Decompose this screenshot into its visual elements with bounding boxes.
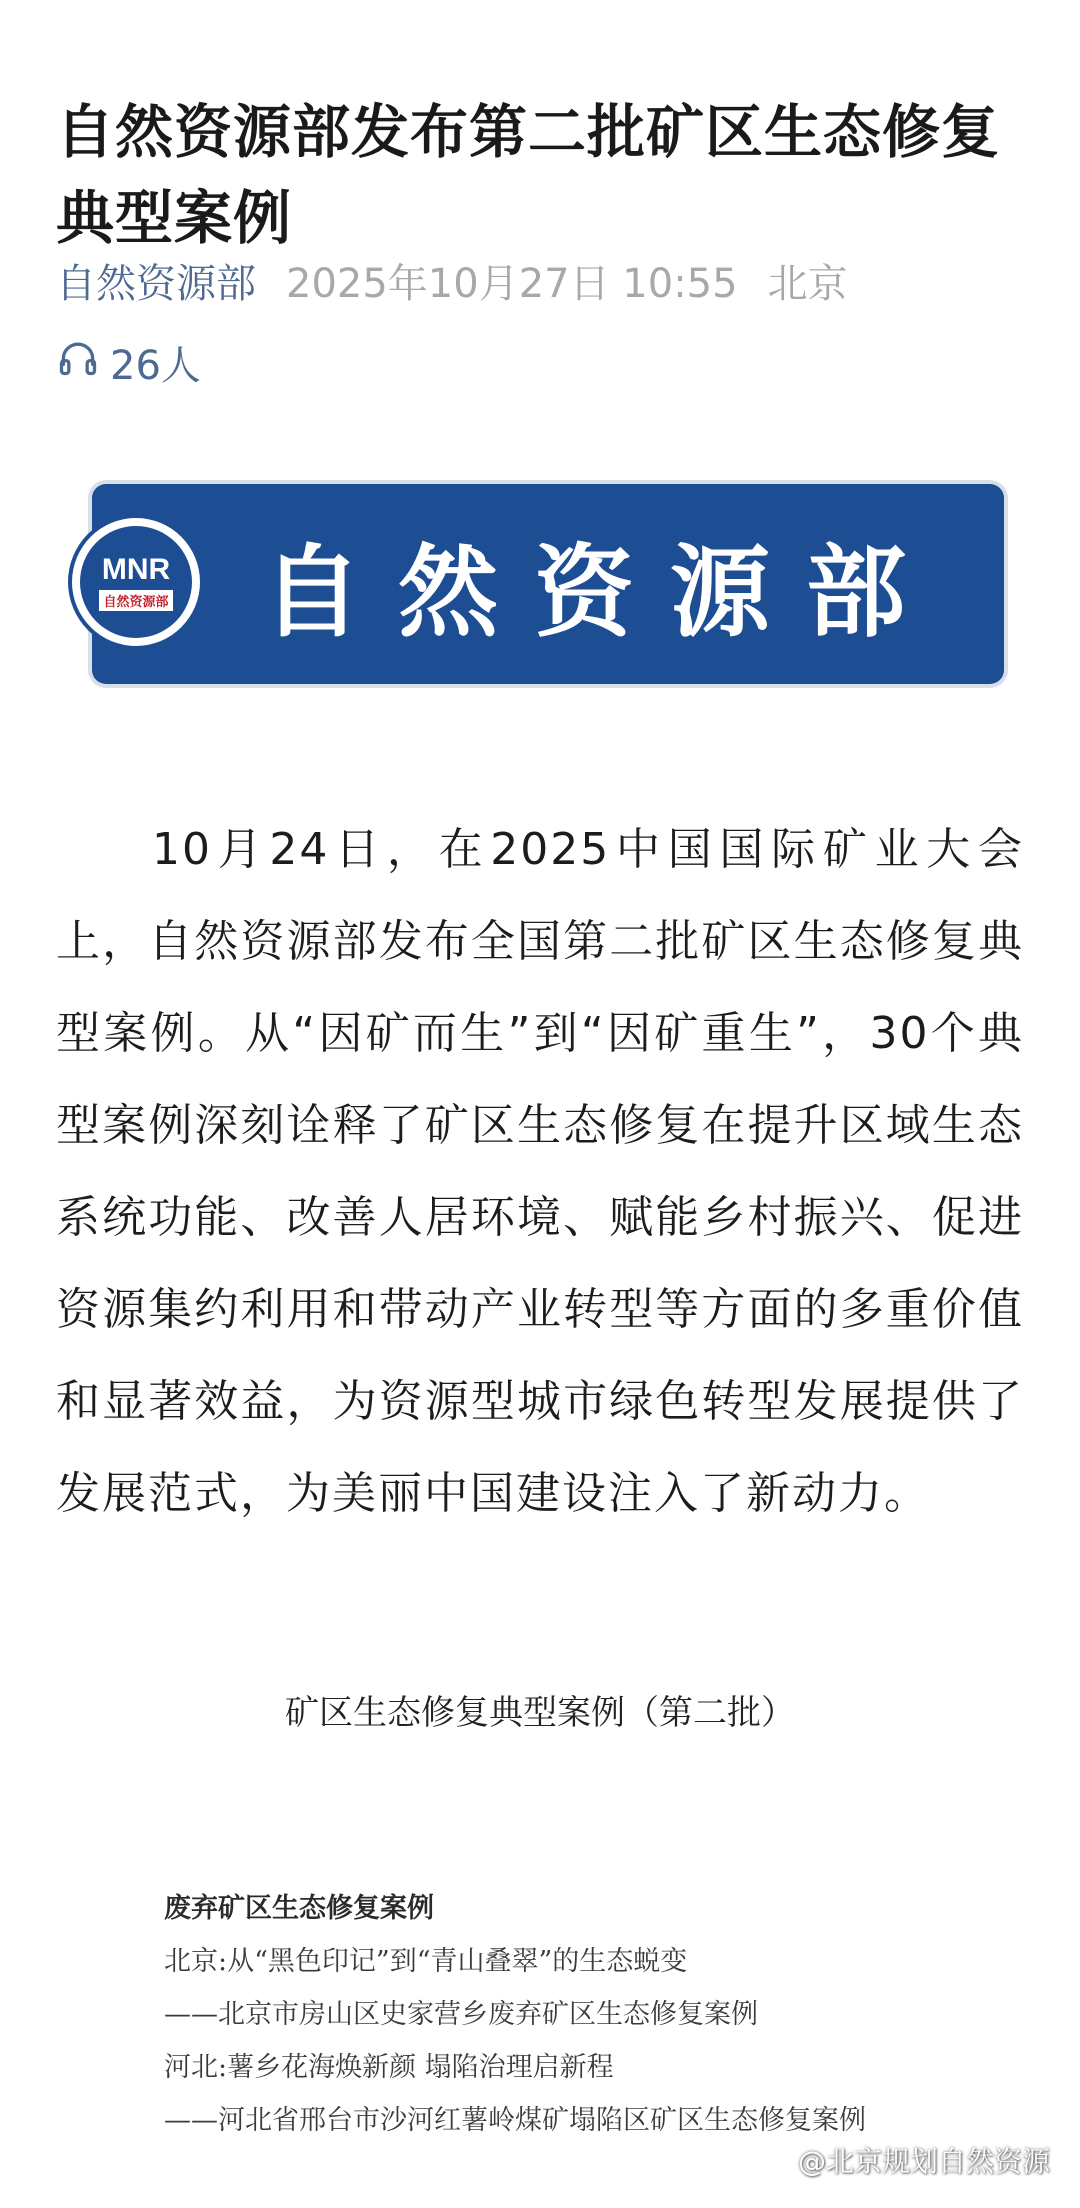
article-paragraph: 10月24日，在2025中国国际矿业大会上，自然资源部发布全国第二批矿区生态修复典型案例。从“因矿而生”到“因矿重生”，30个典型案例深刻诠释了矿区生态修复在提升区域生态系统功能、改善人居环境、赋能乡村振兴、促进资源集约利用和带动产业转型等方面的多重价值和显著效益，为资源型城市绿色转型发展提供了发展范式，为美丽中国建设注入了新动力。 <box>56 824 1024 1519</box>
watermark: @北京规划自然资源 <box>797 2145 1050 2178</box>
headphones-icon <box>56 335 110 389</box>
source-link[interactable]: 自然资源部 <box>56 260 256 307</box>
banner-text: 自然资源部 <box>262 533 942 651</box>
logo-subtext: 自然资源部 <box>99 590 172 611</box>
list-item: 废弃矿区生态修复案例 <box>164 1893 434 1924</box>
publish-datetime: 2025年10月27日 10:55 <box>286 260 738 307</box>
listen-button[interactable] <box>56 332 201 392</box>
list-item: ——北京市房山区史家营乡废弃矿区生态修复案例 <box>164 1999 758 2030</box>
publish-location: 北京 <box>767 260 848 307</box>
document-heading: 矿区生态修复典型案例（第二批） <box>285 1693 795 1733</box>
ministry-banner <box>92 484 1004 684</box>
logo-mnr-text: MNR <box>101 552 171 586</box>
case-list <box>164 1882 984 2147</box>
list-item: 北京:从“黑色印记”到“青山叠翠”的生态蜕变 <box>164 1946 688 1977</box>
listener-count: 26人 <box>110 342 201 389</box>
list-item: ——河北省邢台市沙河红薯岭煤矿塌陷区矿区生态修复案例 <box>164 2105 866 2136</box>
list-item: 河北:薯乡花海焕新颜 塌陷治理启新程 <box>164 2052 614 2083</box>
article-meta <box>56 250 848 310</box>
article-title: 自然资源部发布第二批矿区生态修复典型案例 <box>56 97 1001 252</box>
mnr-logo <box>72 518 200 646</box>
